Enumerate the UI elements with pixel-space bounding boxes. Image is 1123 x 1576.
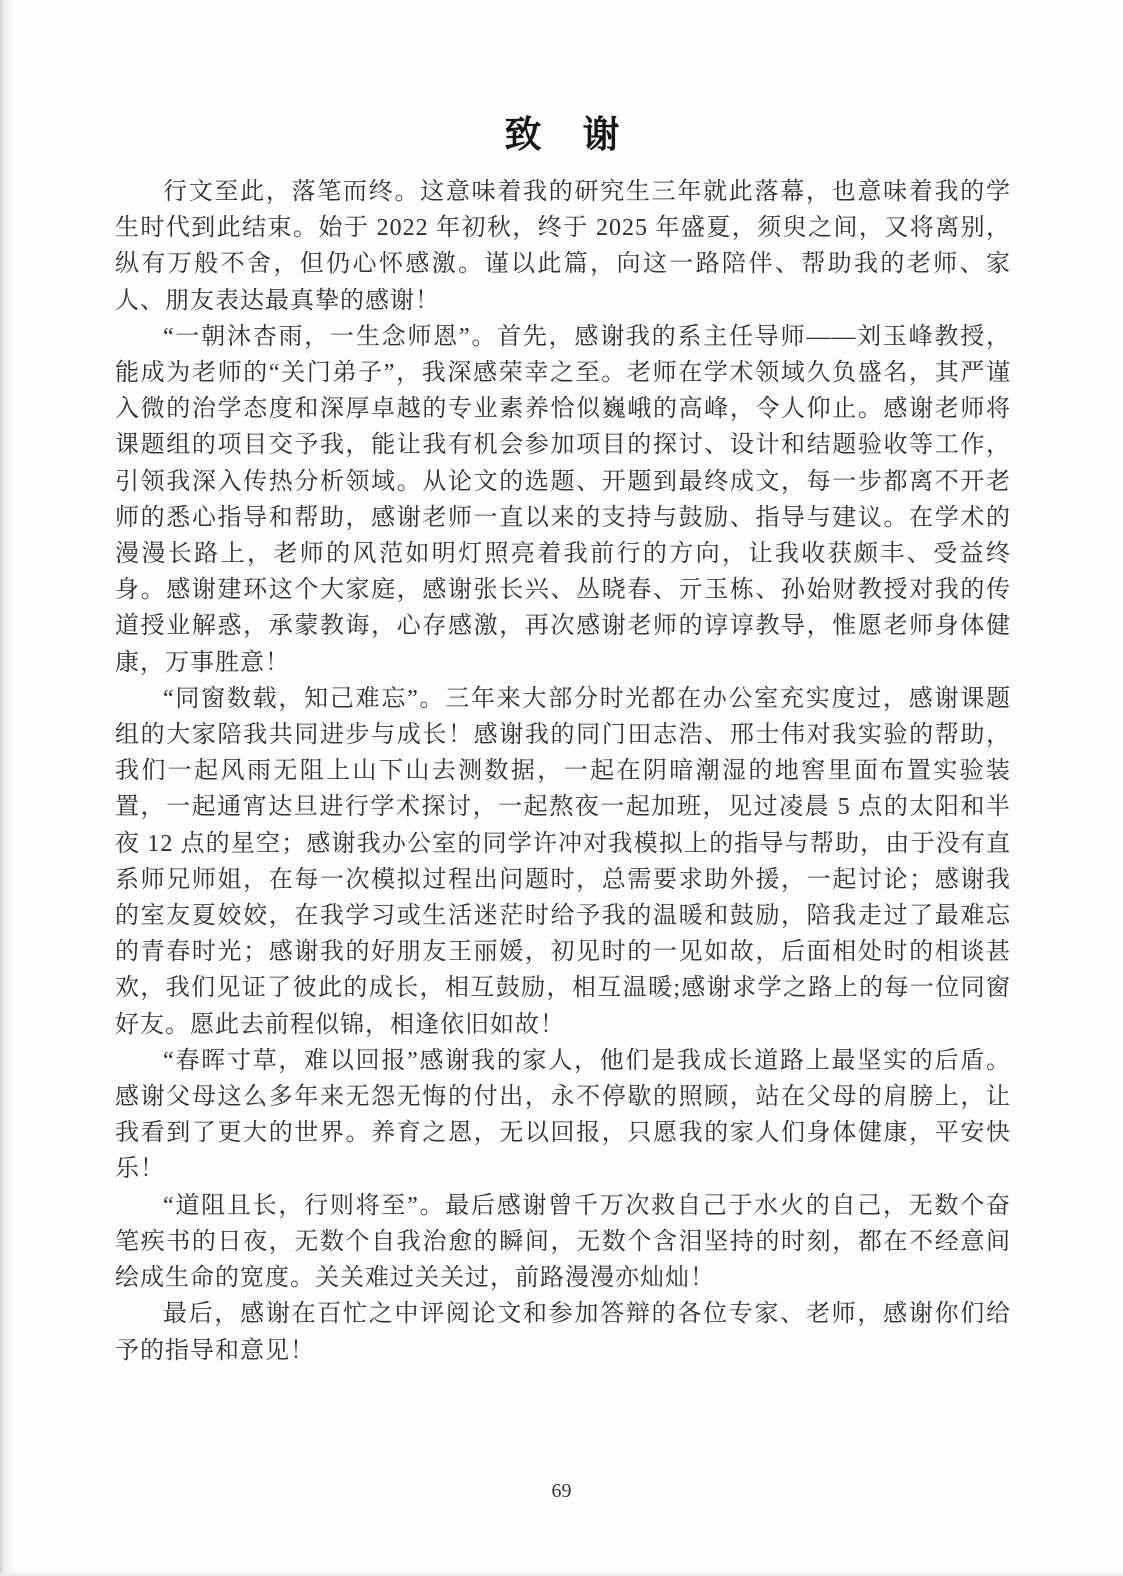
paragraph: 最后，感谢在百忙之中评阅论文和参加答辩的各位专家、老师，感谢你们给予的指导和意见！ [115,1301,1011,1364]
paragraph: “春晖寸草，难以回报”感谢我的家人，他们是我成长道路上最坚实的后盾。感谢父母这么多年来无怨无悔的付出，永不停歇的照顾，站在父母的肩膀上，让我看到了更大的世界。养育之恩，无以回报，只愿我的家人们身体健康，平安快乐！ [115,1047,1011,1183]
scan-edge-bottom [0,1570,1123,1576]
page-content [115,112,1011,1369]
page-number: 69 [551,1480,572,1502]
paragraph: 行文至此，落笔而终。这意味着我的研究生三年就此落幕，也意味着我的学生时代到此结束。始于 2022 年初秋，终于 2025 年盛夏，须臾之间，又将离别，纵有万般不舍，但仍心怀感激。谨以此篇，向这一路陪伴、帮助我的老师、家人、朋友表达最真挚的感谢！ [115,179,1011,314]
paragraph: “道阻且长，行则将至”。最后感谢曾千万次救自己于水火的自己，无数个奋笔疾书的日夜，无数个自我治愈的瞬间，无数个含泪坚持的时刻，都在不经意间绘成生命的宽度。关关难过关关过，前路漫漫亦灿灿！ [115,1192,1011,1292]
scan-edge-left [0,0,14,1576]
paragraph: “同窗数载，知己难忘”。三年来大部分时光都在办公室充实度过，感谢课题组的大家陪我共同进步与成长！感谢我的同门田志浩、邢士伟对我实验的帮助，我们一起风雨无阻上山下山去测数据，一起在阴暗潮湿的地窖里面布置实验装置，一起通宵达旦进行学术探讨，一起熬夜一起加班，见过凌晨 5 点的太阳和半夜 12 点的星空；感谢我办公室的同学许冲对我模拟上的指导与帮助，由于没有直系师兄师姐，在每一次模拟过程出问题时，总需要求助外援，一起讨论；感谢我的室友夏姣姣，在我学习或生活迷茫时给予我的温暖和鼓励，陪我走过了最难忘的青春时光；感谢我的好朋友王丽媛，初见时的一见如故，后面相处时的相谈甚欢，我们见证了彼此的成长，相互鼓励，相互温暖;感谢求学之路上的每一位同窗好友。愿此去前程似锦，相逢依旧如故！ [115,685,1011,1038]
paragraph: “一朝沐杏雨，一生念师恩”。首先，感谢我的系主任导师——刘玉峰教授，能成为老师的“关门弟子”，我深感荣幸之至。老师在学术领域久负盛名，其严谨入微的治学态度和深厚卓越的专业素养恰似巍峨的高峰，令人仰止。感谢老师将课题组的项目交予我，能让我有机会参加项目的探讨、设计和结题验收等工作，引领我深入传热分析领域。从论文的选题、开题到最终成文，每一步都离不开老师的悉心指导和帮助，感谢老师一直以来的支持与鼓励、指导与建议。在学术的漫漫长路上，老师的风范如明灯照亮着我前行的方向，让我收获颇丰、受益终身。感谢建环这个大家庭，感谢张长兴、丛晓春、亓玉栋、孙始财教授对我的传道授业解惑，承蒙教诲，心存感激，再次感谢老师的谆谆教导，惟愿老师身体健康，万事胜意！ [115,323,1011,676]
acknowledgements-body [115,174,1011,1369]
page-title: 致 谢 [504,114,622,155]
